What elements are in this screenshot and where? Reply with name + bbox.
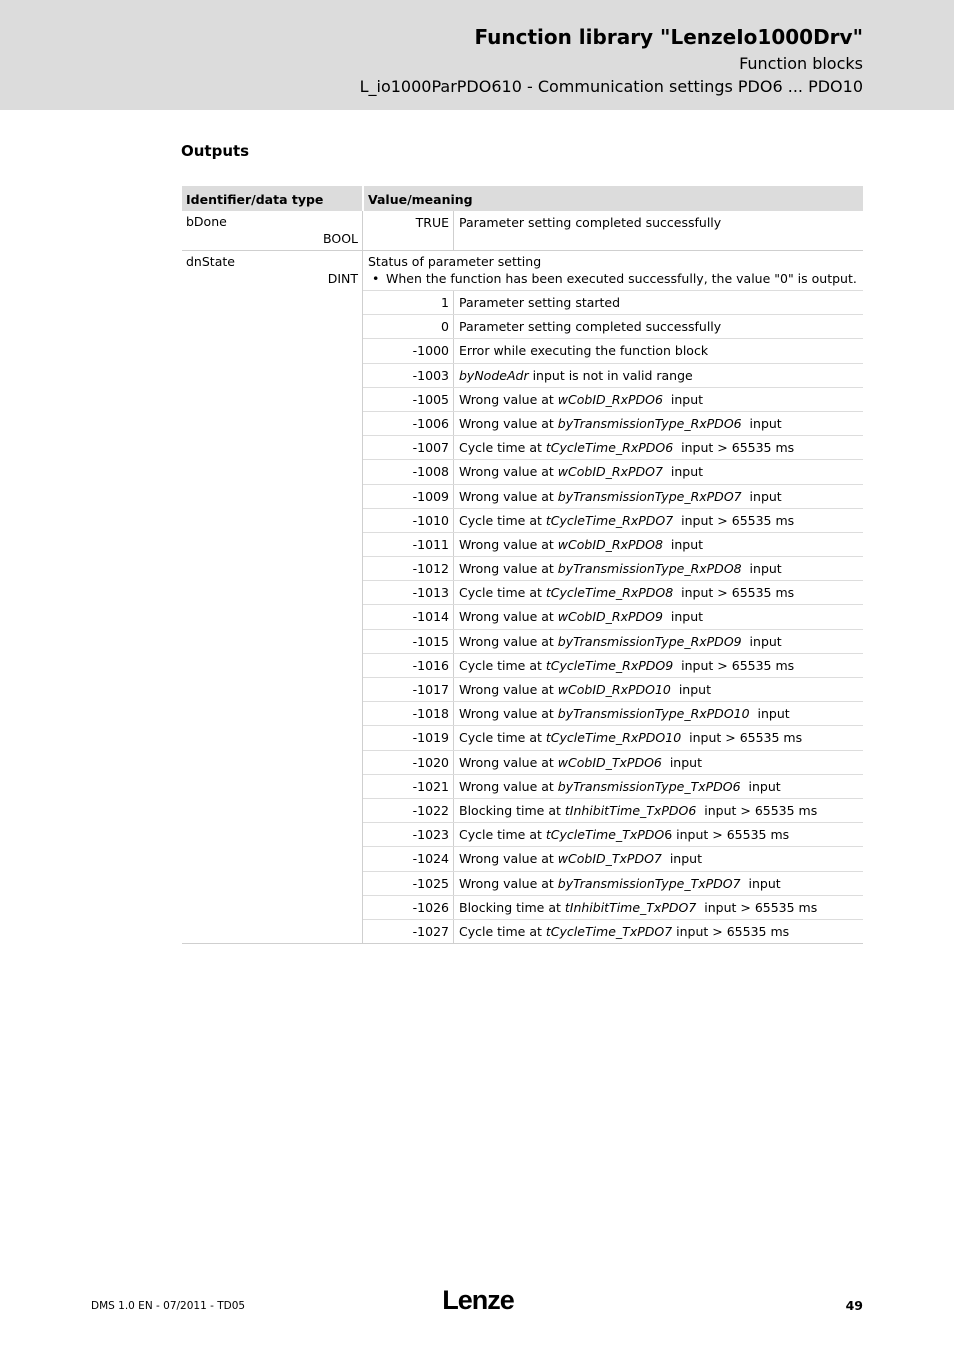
value-meaning bbox=[459, 343, 708, 358]
meaning-text: input bbox=[662, 536, 704, 552]
page-header bbox=[0, 0, 954, 110]
value-column bbox=[363, 251, 863, 943]
table-row bbox=[363, 678, 863, 702]
meaning-text: input bbox=[749, 706, 790, 722]
value-code: -1006 bbox=[412, 415, 449, 431]
value-cell bbox=[363, 751, 454, 774]
identifier-cell bbox=[182, 251, 363, 943]
value-code: -1000 bbox=[412, 343, 449, 359]
meaning-text: Wrong value at bbox=[459, 391, 558, 407]
meaning-text: Wrong value at bbox=[459, 609, 558, 625]
status-description bbox=[363, 251, 863, 291]
value-cell bbox=[363, 557, 454, 580]
value-meaning bbox=[459, 634, 782, 649]
value-code: -1012 bbox=[412, 561, 449, 577]
meaning-text: Blocking time at bbox=[459, 802, 565, 818]
meaning-text: Cycle time at bbox=[459, 512, 546, 528]
dnstate-group bbox=[182, 251, 863, 944]
value-code: -1019 bbox=[412, 730, 449, 746]
meaning-text: Cycle time at bbox=[459, 440, 546, 456]
footer-document-id: DMS 1.0 EN - 07/2011 - TD05 bbox=[91, 1300, 246, 1312]
value-code: -1022 bbox=[412, 802, 449, 818]
table-row bbox=[363, 775, 863, 799]
value-code: -1014 bbox=[412, 609, 449, 625]
meaning-text: input bbox=[661, 754, 702, 770]
lenze-logo bbox=[438, 1282, 518, 1316]
table-row bbox=[363, 702, 863, 726]
column-header-value: Value/meaning bbox=[368, 192, 473, 207]
table-header bbox=[182, 186, 863, 211]
parameter-name: wCobID_RxPDO6 bbox=[557, 391, 663, 407]
value-meaning bbox=[459, 658, 794, 673]
parameter-name: wCobID_TxPDO6 bbox=[557, 754, 662, 770]
meaning-text: Cycle time at bbox=[459, 923, 546, 939]
section-heading: L_io1000ParPDO610 - Communication settings PDO6 ... PDO10 bbox=[359, 77, 863, 96]
value-column bbox=[363, 211, 863, 250]
value-cell bbox=[363, 775, 454, 798]
meaning-text: Cycle time at bbox=[459, 827, 546, 843]
parameter-name: tCycleTime_TxPDO7 bbox=[545, 923, 673, 939]
meaning-text: Wrong value at bbox=[459, 488, 558, 504]
value-code: 0 bbox=[441, 319, 449, 335]
meaning-text: input bbox=[662, 609, 704, 625]
table-row bbox=[363, 315, 863, 339]
value-meaning bbox=[459, 876, 781, 891]
table-row bbox=[363, 364, 863, 388]
value-code: -1010 bbox=[412, 512, 449, 528]
meaning-text: input bbox=[741, 415, 782, 431]
value-cell bbox=[363, 920, 454, 943]
meaning-text: input > 65535 ms bbox=[696, 802, 818, 818]
meaning-text: Wrong value at bbox=[459, 706, 558, 722]
value-code: -1023 bbox=[412, 827, 449, 843]
parameter-name: byTransmissionType_TxPDO6 bbox=[557, 778, 741, 794]
meaning-text: Parameter setting started bbox=[459, 295, 621, 310]
value-meaning bbox=[459, 924, 789, 939]
value-cell bbox=[363, 315, 454, 338]
value-cell bbox=[363, 509, 454, 532]
table-row bbox=[363, 823, 863, 847]
parameter-name: byTransmissionType_RxPDO8 bbox=[557, 561, 742, 577]
value-meaning bbox=[459, 489, 782, 504]
value-meaning bbox=[459, 682, 711, 697]
table-row bbox=[363, 557, 863, 581]
header-divider bbox=[362, 186, 364, 211]
meaning-text: Wrong value at bbox=[459, 754, 558, 770]
value-cell bbox=[363, 339, 454, 362]
table-row bbox=[363, 896, 863, 920]
meaning-text: input bbox=[740, 875, 781, 891]
parameter-name: wCobID_TxPDO7 bbox=[557, 851, 662, 867]
outputs-table bbox=[182, 186, 863, 944]
value-cell bbox=[363, 702, 454, 725]
meaning-text: Wrong value at bbox=[459, 851, 558, 867]
table-row bbox=[363, 509, 863, 533]
parameter-name: byTransmissionType_RxPDO9 bbox=[557, 633, 742, 649]
data-type: DINT bbox=[327, 271, 358, 286]
meaning-text: input bbox=[740, 778, 781, 794]
value-cell bbox=[363, 412, 454, 435]
value-code: 1 bbox=[441, 295, 449, 310]
value-meaning bbox=[459, 537, 703, 552]
value-meaning bbox=[459, 392, 703, 407]
value-code: -1018 bbox=[412, 706, 449, 722]
value-cell bbox=[363, 799, 454, 822]
value-cell bbox=[363, 726, 454, 749]
parameter-name: byTransmissionType_RxPDO6 bbox=[557, 415, 742, 431]
value-cell bbox=[363, 605, 454, 628]
table-row bbox=[363, 388, 863, 412]
data-type: BOOL bbox=[323, 231, 358, 246]
value-cell bbox=[363, 678, 454, 701]
meaning-text: Wrong value at bbox=[459, 875, 558, 891]
value-meaning bbox=[459, 851, 702, 866]
value-cell bbox=[363, 847, 454, 870]
chapter-title: Function blocks bbox=[739, 54, 863, 73]
value-meaning bbox=[459, 706, 790, 721]
bullet-icon: • bbox=[372, 271, 380, 286]
value-meaning bbox=[459, 440, 794, 455]
meaning-text: Wrong value at bbox=[459, 464, 558, 480]
value-cell bbox=[363, 630, 454, 653]
table-row bbox=[363, 799, 863, 823]
parameter-name: byTransmissionType_RxPDO10 bbox=[557, 706, 750, 722]
value-cell bbox=[363, 872, 454, 895]
value-meaning bbox=[459, 464, 703, 479]
table-row bbox=[363, 751, 863, 775]
value-code: -1020 bbox=[412, 754, 449, 770]
table-row bbox=[363, 872, 863, 896]
table-row bbox=[363, 460, 863, 484]
value-meaning bbox=[459, 827, 789, 842]
value-meaning bbox=[459, 755, 702, 770]
parameter-name: tCycleTime_RxPDO6 bbox=[545, 440, 674, 456]
status-note bbox=[372, 271, 857, 286]
table-row bbox=[363, 726, 863, 750]
value-meaning bbox=[459, 561, 782, 576]
value-cell bbox=[363, 211, 454, 250]
parameter-name: tCycleTime_TxPDO bbox=[545, 827, 665, 843]
meaning-text: input bbox=[741, 561, 782, 577]
value-meaning: Parameter setting completed successfully bbox=[459, 215, 722, 230]
value-cell bbox=[363, 533, 454, 556]
parameter-name: tCycleTime_RxPDO9 bbox=[545, 657, 674, 673]
value-code: -1021 bbox=[412, 778, 449, 794]
table-row bbox=[363, 533, 863, 557]
value-meaning bbox=[459, 779, 781, 794]
meaning-text: input bbox=[741, 488, 782, 504]
table-row bbox=[363, 485, 863, 509]
value-code: -1005 bbox=[412, 391, 449, 407]
value-meaning bbox=[459, 319, 721, 334]
table-row bbox=[363, 654, 863, 678]
meaning-text: Wrong value at bbox=[459, 778, 558, 794]
parameter-name: tInhibitTime_TxPDO7 bbox=[564, 899, 697, 915]
value-code: -1024 bbox=[412, 851, 449, 867]
parameter-name: wCobID_RxPDO7 bbox=[557, 464, 663, 480]
value-meaning bbox=[459, 295, 620, 310]
value-code: TRUE bbox=[415, 215, 449, 230]
value-cell bbox=[363, 436, 454, 459]
meaning-text: Wrong value at bbox=[459, 633, 558, 649]
value-cell bbox=[363, 823, 454, 846]
parameter-name: tInhibitTime_TxPDO6 bbox=[564, 802, 697, 818]
meaning-text: input bbox=[662, 391, 704, 407]
value-code: -1015 bbox=[412, 633, 449, 649]
meaning-text: Error while executing the function block bbox=[459, 343, 709, 359]
meaning-text: input > 65535 ms bbox=[672, 923, 790, 939]
value-code: -1016 bbox=[412, 657, 449, 673]
value-code: -1027 bbox=[412, 923, 449, 939]
value-meaning bbox=[459, 900, 817, 915]
parameter-name: wCobID_RxPDO10 bbox=[557, 682, 671, 697]
meaning-text: Parameter setting completed successfully bbox=[459, 319, 722, 335]
meaning-text: Blocking time at bbox=[459, 899, 565, 915]
value-code: -1011 bbox=[412, 536, 449, 552]
meaning-text: Cycle time at bbox=[459, 730, 546, 746]
meaning-text: 6 input > 65535 ms bbox=[664, 827, 790, 843]
meaning-text: input bbox=[741, 633, 782, 649]
table-row bbox=[363, 291, 863, 315]
value-cell bbox=[363, 581, 454, 604]
value-cell bbox=[363, 485, 454, 508]
value-cell bbox=[363, 654, 454, 677]
status-text: Status of parameter setting bbox=[368, 254, 542, 269]
value-code: -1026 bbox=[412, 899, 449, 915]
table-row bbox=[363, 436, 863, 460]
table-row bbox=[363, 211, 863, 250]
table-row bbox=[363, 412, 863, 436]
meaning-text: input > 65535 ms bbox=[673, 657, 795, 673]
value-cell bbox=[363, 364, 454, 387]
value-meaning bbox=[459, 585, 794, 600]
parameter-name: tCycleTime_RxPDO10 bbox=[545, 730, 682, 746]
value-code: -1008 bbox=[412, 464, 449, 480]
bdone-group bbox=[182, 211, 863, 251]
meaning-text: Cycle time at bbox=[459, 585, 546, 601]
meaning-text: Cycle time at bbox=[459, 657, 546, 673]
value-code: -1007 bbox=[412, 440, 449, 456]
meaning-text: Wrong value at bbox=[459, 561, 558, 577]
identifier-name: bDone bbox=[186, 214, 227, 229]
meaning-text: Wrong value at bbox=[459, 536, 558, 552]
value-code: -1025 bbox=[412, 875, 449, 891]
value-cell bbox=[363, 291, 454, 314]
parameter-name: byTransmissionType_RxPDO7 bbox=[557, 488, 742, 504]
value-code: -1003 bbox=[412, 367, 449, 383]
identifier-cell bbox=[182, 211, 363, 250]
table-row bbox=[363, 605, 863, 629]
meaning-text: input > 65535 ms bbox=[673, 512, 795, 528]
parameter-name: wCobID_RxPDO9 bbox=[557, 609, 663, 625]
meaning-text: input > 65535 ms bbox=[696, 899, 818, 915]
column-header-identifier: Identifier/data type bbox=[186, 192, 324, 207]
value-code: -1009 bbox=[412, 488, 449, 504]
parameter-name: byTransmissionType_TxPDO7 bbox=[557, 875, 741, 891]
meaning-text: input > 65535 ms bbox=[681, 730, 803, 746]
table-row bbox=[363, 339, 863, 363]
table-row bbox=[363, 581, 863, 605]
logo-wordmark: Lenze bbox=[442, 1285, 514, 1315]
status-note-text: When the function has been executed successfully, the value "0" is output. bbox=[386, 271, 857, 286]
meaning-text: input bbox=[662, 464, 704, 480]
meaning-text: input bbox=[670, 682, 711, 697]
value-code: -1013 bbox=[412, 585, 449, 601]
meaning-text: Wrong value at bbox=[459, 415, 558, 431]
meaning-text: Wrong value at bbox=[459, 682, 558, 697]
parameter-name: tCycleTime_RxPDO8 bbox=[545, 585, 674, 601]
value-cell bbox=[363, 388, 454, 411]
table-row bbox=[363, 630, 863, 654]
table-row bbox=[363, 847, 863, 871]
value-meaning bbox=[459, 513, 794, 528]
page-number: 49 bbox=[845, 1298, 863, 1313]
parameter-name: byNodeAdr bbox=[459, 367, 529, 383]
meaning-text: input > 65535 ms bbox=[673, 585, 795, 601]
value-meaning bbox=[459, 368, 693, 383]
value-meaning bbox=[459, 609, 703, 624]
meaning-text: input bbox=[661, 851, 702, 867]
meaning-text: input is not in valid range bbox=[528, 367, 693, 383]
parameter-name: tCycleTime_RxPDO7 bbox=[545, 512, 674, 528]
value-cell bbox=[363, 896, 454, 919]
identifier-name: dnState bbox=[186, 254, 235, 269]
value-meaning bbox=[459, 803, 817, 818]
value-meaning bbox=[459, 416, 782, 431]
value-code: -1017 bbox=[412, 682, 449, 697]
outputs-heading: Outputs bbox=[181, 142, 250, 160]
table-row bbox=[363, 920, 863, 943]
value-meaning bbox=[459, 730, 802, 745]
meaning-text: input > 65535 ms bbox=[673, 440, 795, 456]
parameter-name: wCobID_RxPDO8 bbox=[557, 536, 663, 552]
document-title: Function library "LenzeIo1000Drv" bbox=[474, 25, 863, 49]
value-cell bbox=[363, 460, 454, 483]
